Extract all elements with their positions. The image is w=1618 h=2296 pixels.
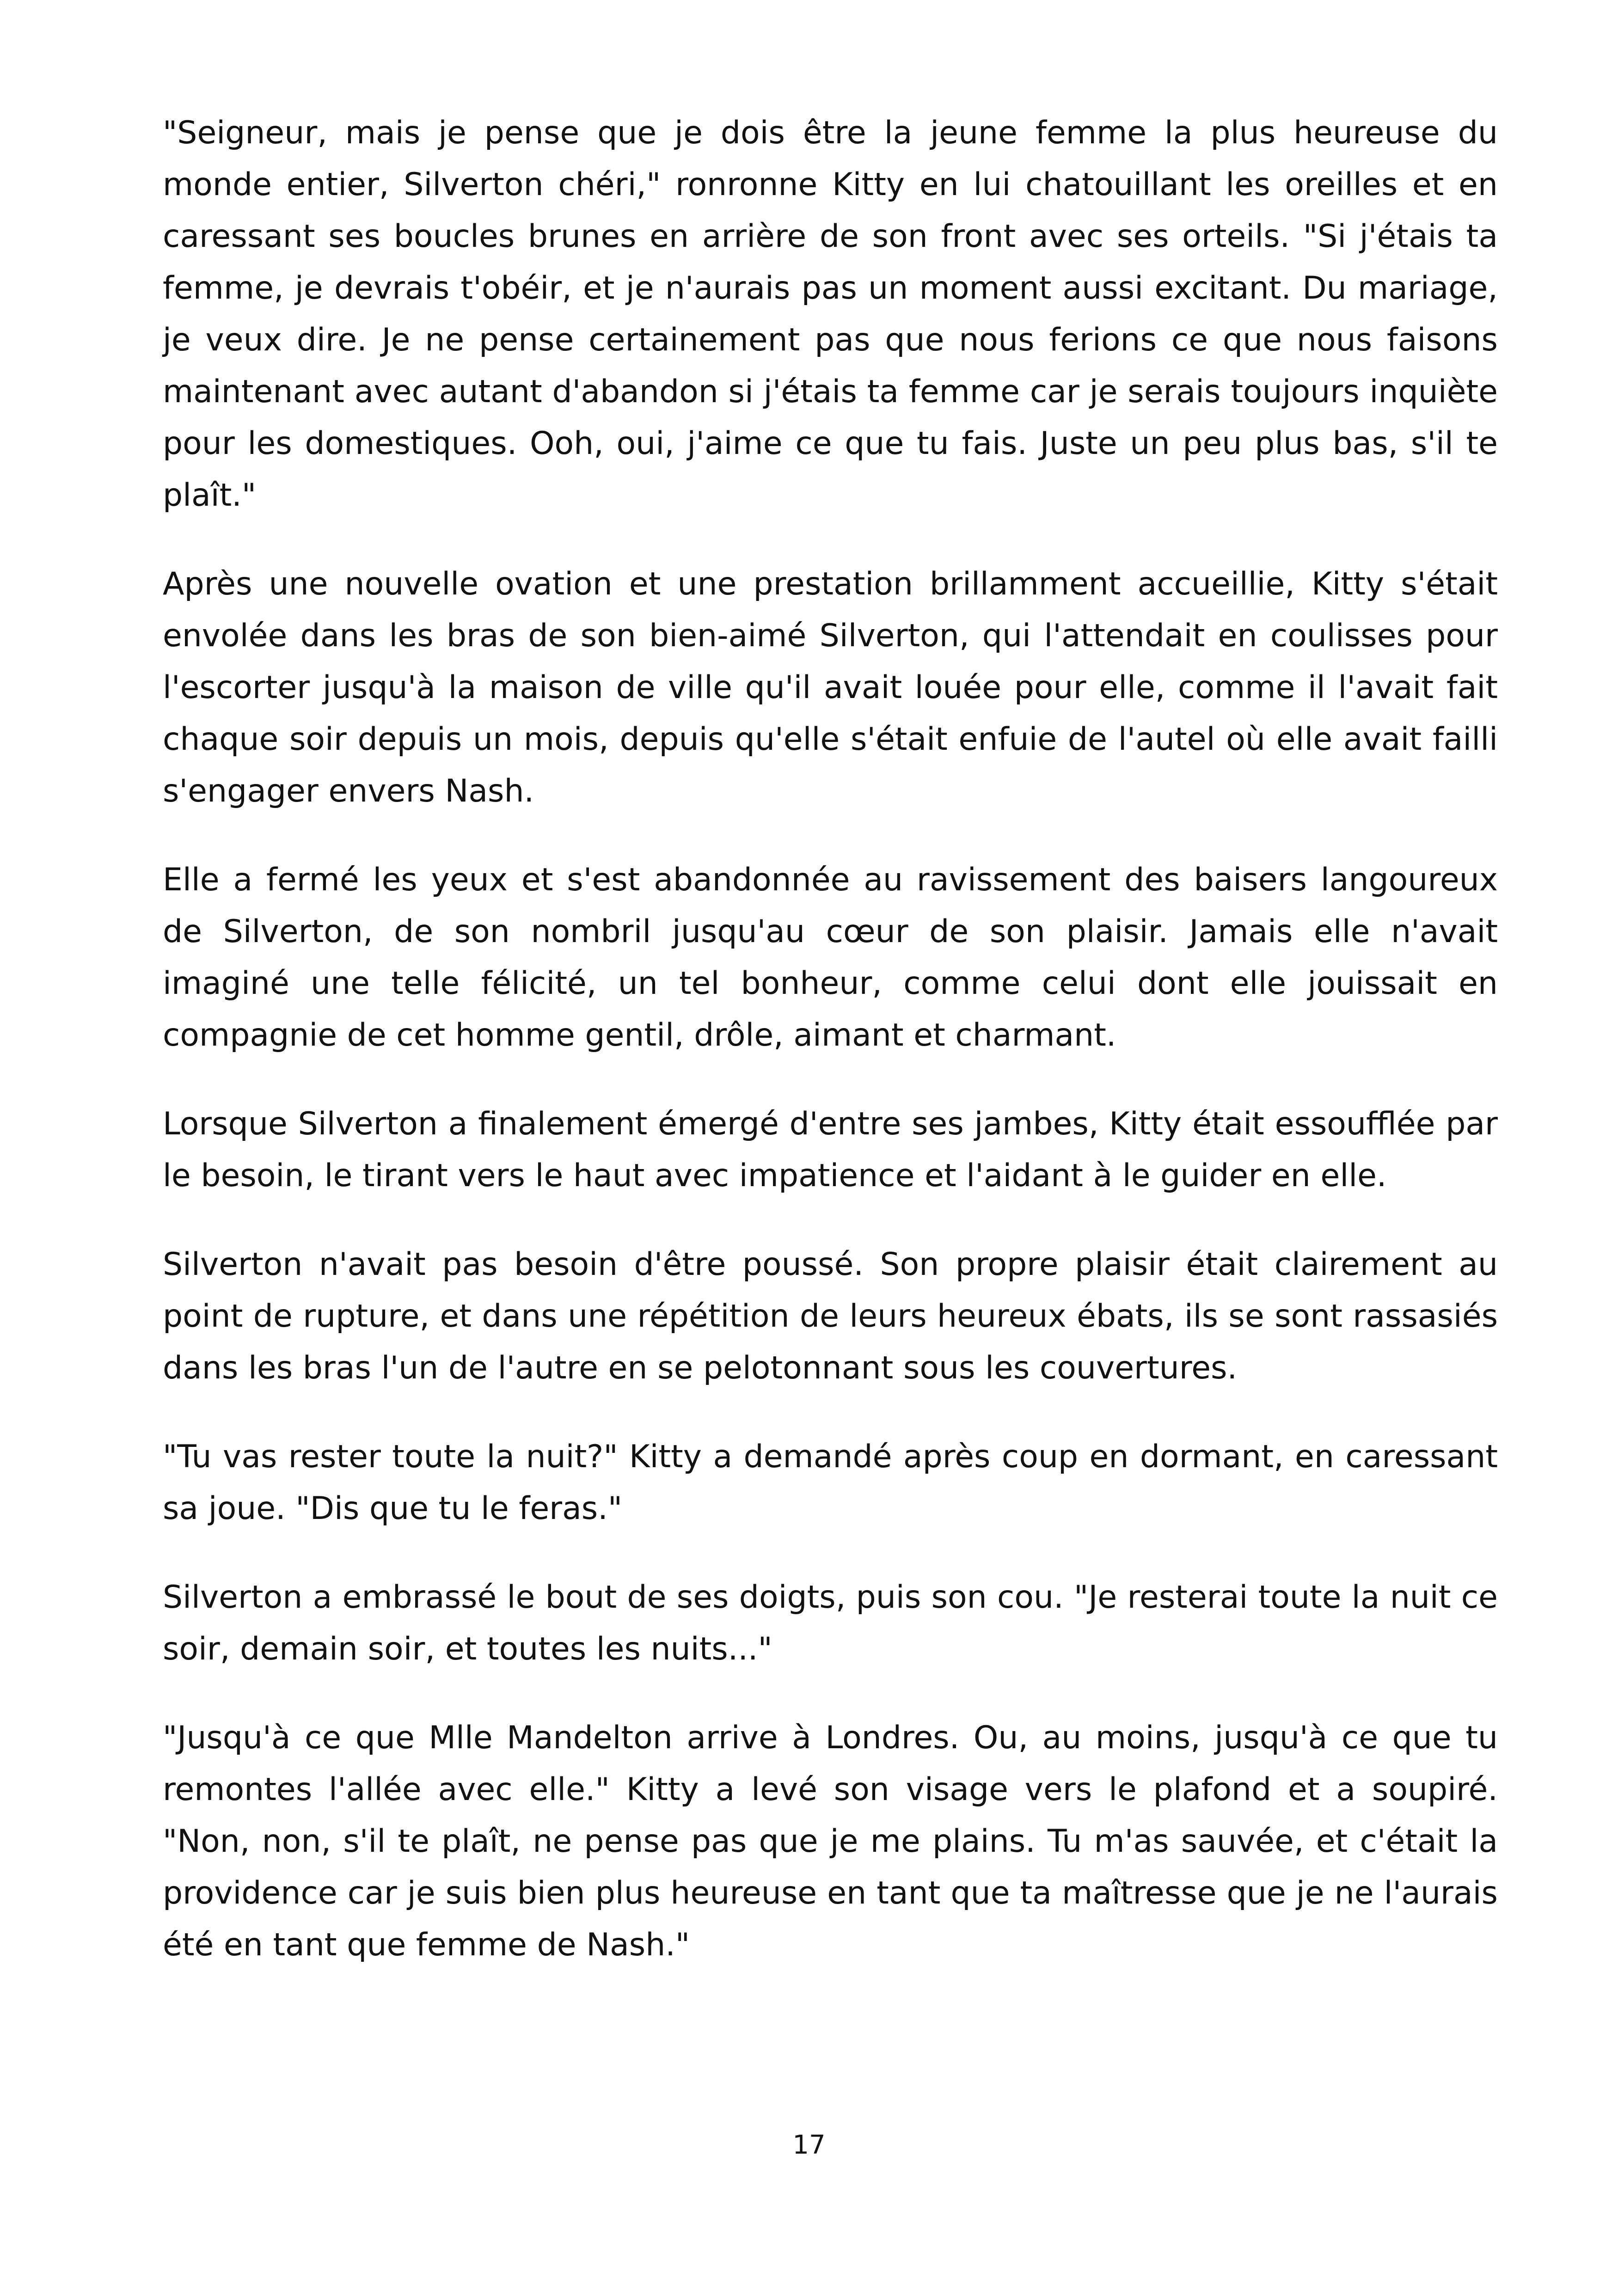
paragraph: "Seigneur, mais je pense que je dois être la jeune femme la plus heureuse du monde entier, Silverton chéri," ronronne Kitty en lui chatouillant les oreilles et en caressant ses boucles brunes en arrière de son front avec ses orteils. "Si j'étais ta femme, je devrais t'obéir, et je n'aurais pas un moment aussi excitant. Du mariage, je veux dire. Je ne pense certainement pas que nous ferions ce que nous faisons maintenant avec autant d'abandon si j'étais ta femme car je serais toujours inquiète pour les domestiques. Ooh, oui, j'aime ce que tu fais. Juste un peu plus bas, s'il te plaît." [163,115,1498,514]
paragraph: "Tu vas rester toute la nuit?" Kitty a demandé après coup en dormant, en caressant sa joue. "Dis que tu le feras." [163,1439,1498,1527]
paragraph: "Jusqu'à ce que Mlle Mandelton arrive à Londres. Ou, au moins, jusqu'à ce que tu remontes l'allée avec elle." Kitty a levé son visage vers le plafond et a soupiré. "Non, non, s'il te plaît, ne pense pas que je me plains. Tu m'as sauvée, et c'était la providence car je suis bien plus heureuse en tant que ta maîtresse que je ne l'aurais été en tant que femme de Nash." [163,1720,1498,1963]
paragraph: Lorsque Silverton a finalement émergé d'entre ses jambes, Kitty était essoufflée par le besoin, le tirant vers le haut avec impatience et l'aidant à le guider en elle. [163,1106,1498,1194]
paragraph: Elle a fermé les yeux et s'est abandonnée au ravissement des baisers langoureux de Silverton, de son nombril jusqu'au cœur de son plaisir. Jamais elle n'avait imaginé une telle félicité, un tel bonheur, comme celui dont elle jouissait en compagnie de cet homme gentil, drôle, aimant et charmant. [163,862,1498,1053]
page-number: 17 [792,2130,826,2160]
paragraph: Silverton a embrassé le bout de ses doigts, puis son cou. "Je resterai toute la nuit ce soir, demain soir, et toutes les nuits..." [163,1579,1498,1667]
paragraph: Après une nouvelle ovation et une prestation brillamment accueillie, Kitty s'était envolée dans les bras de son bien-aimé Silverton, qui l'attendait en coulisses pour l'escorter jusqu'à la maison de ville qu'il avait louée pour elle, comme il l'avait fait chaque soir depuis un mois, depuis qu'elle s'était enfuie de l'autel où elle avait failli s'engager envers Nash. [163,566,1498,809]
body-text [163,107,1498,2008]
paragraph: Silverton n'avait pas besoin d'être poussé. Son propre plaisir était clairement au point de rupture, et dans une répétition de leurs heureux ébats, ils se sont rassasiés dans les bras l'un de l'autre en se pelotonnant sous les couvertures. [163,1246,1498,1386]
